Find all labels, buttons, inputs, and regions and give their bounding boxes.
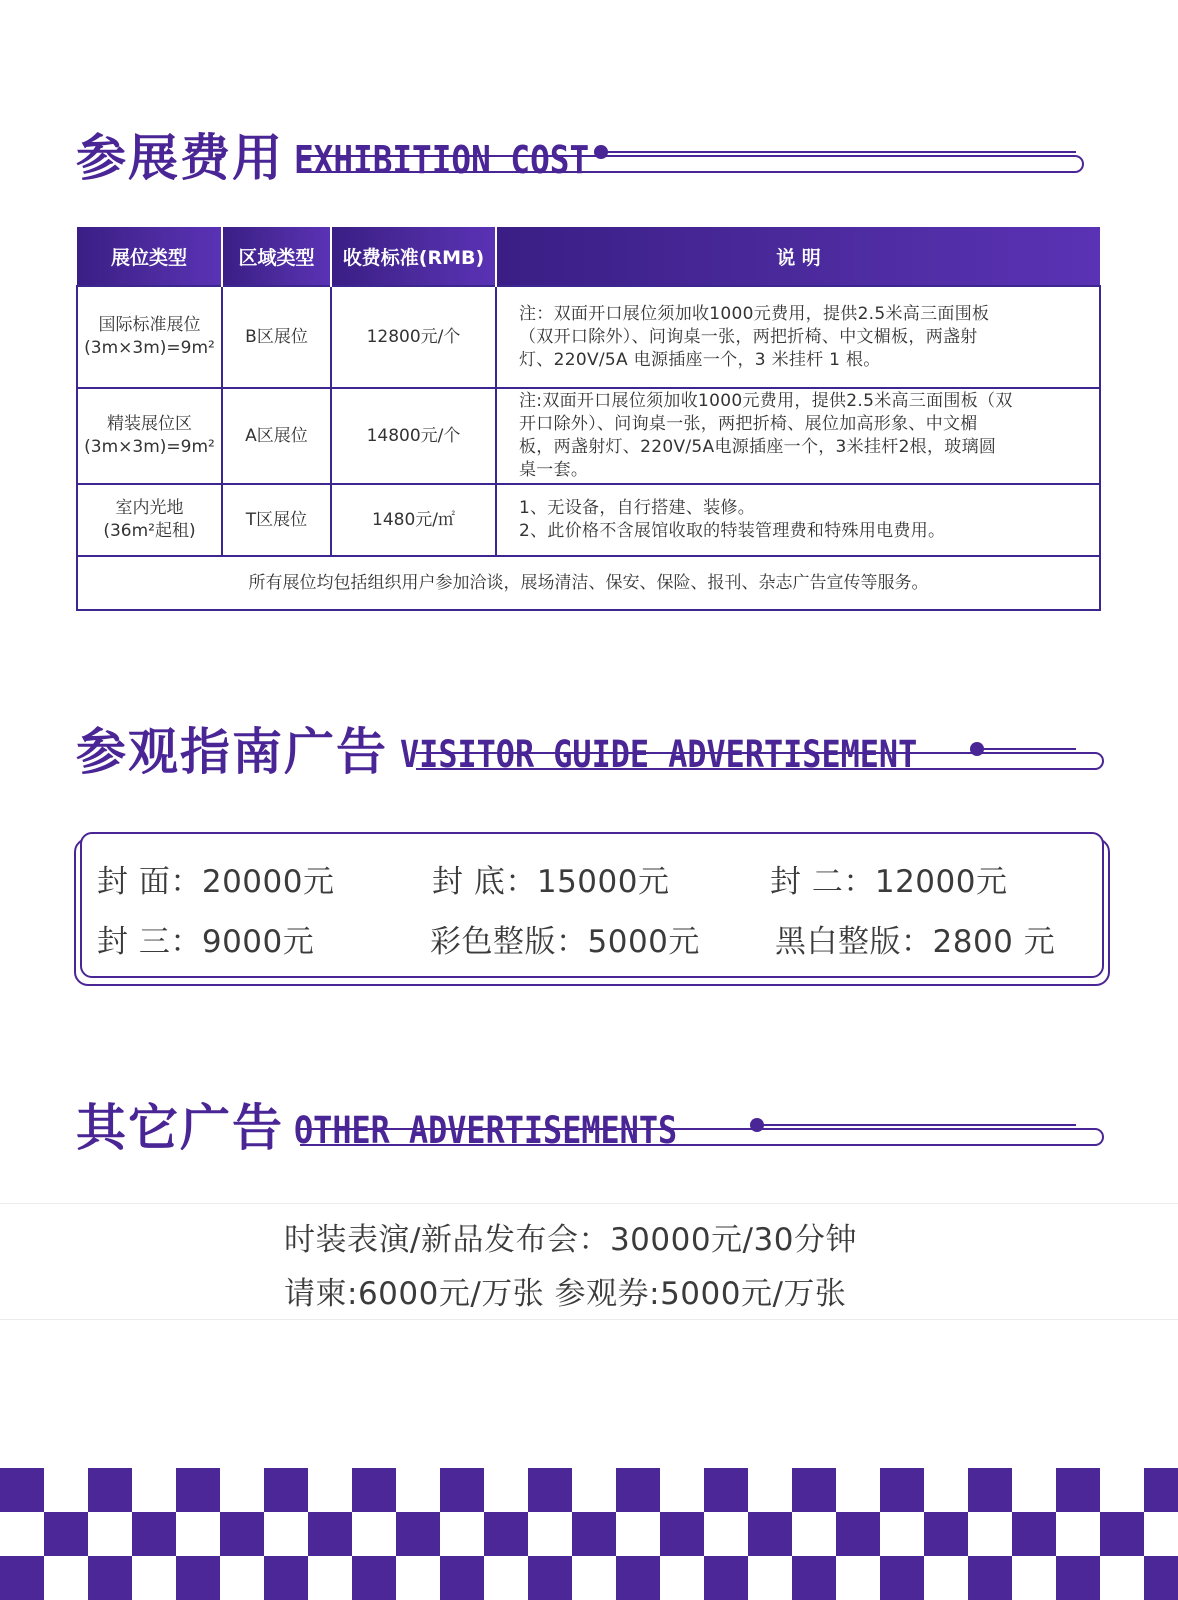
checker-square: [748, 1468, 792, 1512]
checker-square: [836, 1468, 880, 1512]
checker-square: [1056, 1556, 1100, 1600]
checker-square: [748, 1512, 792, 1556]
section-title-other-ads: [76, 1088, 740, 1160]
checker-square: [0, 1468, 44, 1512]
checker-square: [132, 1556, 176, 1600]
section-title-visitor-guide: [76, 712, 1001, 784]
header-description: 说 明: [496, 227, 1100, 286]
checker-square: [968, 1512, 1012, 1556]
checker-square: [352, 1512, 396, 1556]
table-header-row: [77, 227, 1100, 286]
ad-item-front-cover: 封 面：20000元: [97, 864, 335, 900]
checker-square: [528, 1556, 572, 1600]
note-cell: 1、无设备，自行搭建、装修。 2、此价格不含展馆收取的特装管理费和特殊用电费用。: [496, 484, 1100, 556]
other-ad-line-invitation: 请柬:6000元/万张 参观券:5000元/万张: [284, 1276, 847, 1312]
title-divider: [606, 151, 1076, 153]
checker-square: [704, 1556, 748, 1600]
checker-square: [924, 1556, 968, 1600]
checker-square: [352, 1556, 396, 1600]
price-cell: 12800元/个: [331, 286, 496, 388]
checker-square: [836, 1512, 880, 1556]
checker-square: [176, 1468, 220, 1512]
checker-square: [924, 1468, 968, 1512]
other-ad-line-fashion: 时装表演/新品发布会：30000元/30分钟: [284, 1222, 857, 1258]
booth-type-cell: 精装展位区 (3m×3m)=9m²: [77, 388, 222, 484]
checker-square: [1100, 1468, 1144, 1512]
booth-type-cell: 国际标准展位 (3m×3m)=9m²: [77, 286, 222, 388]
checker-square: [1100, 1512, 1144, 1556]
title-cn: 参观指南广告: [76, 723, 388, 781]
title-divider: [982, 748, 1076, 750]
checker-square: [528, 1512, 572, 1556]
checker-square: [572, 1468, 616, 1512]
table-footer-row: [77, 556, 1100, 610]
booth-type-cell: 室内光地 (36m²起租): [77, 484, 222, 556]
checker-square: [748, 1556, 792, 1600]
header-zone-type: 区域类型: [222, 227, 331, 286]
checker-square: [1144, 1468, 1178, 1512]
table-footer-note: 所有展位均包括组织用户参加洽谈，展场清洁、保安、保险、报刊、杂志广告宣传等服务。: [77, 556, 1100, 610]
checker-square: [660, 1556, 704, 1600]
checker-square: [0, 1512, 44, 1556]
price-cell: 1480元/㎡: [331, 484, 496, 556]
checker-square: [484, 1468, 528, 1512]
checker-square: [396, 1468, 440, 1512]
checker-square: [132, 1468, 176, 1512]
checker-square: [572, 1556, 616, 1600]
table-row: [77, 388, 1100, 484]
note-cell: 注：双面开口展位须加收1000元费用，提供2.5米高三面围板 （双开口除外）、问询桌一张，两把折椅、中文楣板，两盏射 灯、220V/5A 电源插座一个，3 米挂杆 1 根。: [496, 286, 1100, 388]
title-divider: [762, 1124, 1076, 1126]
title-bracket-line: [416, 752, 1104, 770]
checker-square: [0, 1556, 44, 1600]
checker-square: [880, 1556, 924, 1600]
checker-square: [792, 1556, 836, 1600]
checker-square: [1144, 1556, 1178, 1600]
checker-square: [616, 1556, 660, 1600]
header-price: 收费标准(RMB): [331, 227, 496, 286]
checker-square: [792, 1468, 836, 1512]
checker-square: [308, 1556, 352, 1600]
checker-square: [660, 1468, 704, 1512]
checker-square: [220, 1512, 264, 1556]
checker-square: [264, 1468, 308, 1512]
zone-cell: A区展位: [222, 388, 331, 484]
ad-item-color-page: 彩色整版：5000元: [430, 924, 700, 960]
title-en: EXHIBITION COST: [294, 138, 590, 182]
checker-square: [1012, 1468, 1056, 1512]
checker-square: [44, 1556, 88, 1600]
checker-square: [880, 1468, 924, 1512]
title-bracket-line: [300, 1128, 1104, 1146]
checker-square: [1056, 1512, 1100, 1556]
checker-square: [1056, 1468, 1100, 1512]
header-booth-type: 展位类型: [77, 227, 222, 286]
title-en: VISITOR GUIDE ADVERTISEMENT: [400, 733, 918, 776]
checker-square: [484, 1512, 528, 1556]
checker-square: [308, 1468, 352, 1512]
checker-square: [88, 1468, 132, 1512]
checker-square: [440, 1556, 484, 1600]
checker-square: [264, 1556, 308, 1600]
checker-square: [352, 1468, 396, 1512]
checker-square: [924, 1512, 968, 1556]
title-bracket-line: [300, 155, 1084, 173]
checker-square: [44, 1512, 88, 1556]
checker-square: [1144, 1512, 1178, 1556]
ad-item-bw-page: 黑白整版：2800 元: [775, 924, 1056, 960]
table-row: [77, 484, 1100, 556]
checker-square: [220, 1468, 264, 1512]
checker-square: [704, 1512, 748, 1556]
checker-square: [220, 1556, 264, 1600]
checker-square: [836, 1556, 880, 1600]
checker-square: [1100, 1556, 1144, 1600]
checker-square: [44, 1468, 88, 1512]
title-cn: 其它广告: [76, 1099, 284, 1157]
title-cn: 参展费用: [76, 129, 284, 187]
checkered-footer-pattern: [0, 1468, 1178, 1600]
checker-square: [1012, 1512, 1056, 1556]
checker-square: [176, 1556, 220, 1600]
checker-square: [132, 1512, 176, 1556]
checker-square: [616, 1512, 660, 1556]
checker-square: [792, 1512, 836, 1556]
checker-square: [880, 1512, 924, 1556]
title-en: OTHER ADVERTISEMENTS: [294, 1109, 678, 1152]
checker-square: [1012, 1556, 1056, 1600]
section-title-exhibition-cost: [76, 118, 637, 190]
checker-square: [88, 1512, 132, 1556]
checker-square: [396, 1512, 440, 1556]
zone-cell: T区展位: [222, 484, 331, 556]
checker-square: [572, 1512, 616, 1556]
exhibition-cost-table: [76, 227, 1101, 611]
checker-square: [528, 1468, 572, 1512]
checker-square: [484, 1556, 528, 1600]
note-cell: 注:双面开口展位须加收1000元费用，提供2.5米高三面围板（双 开口除外）、问询桌一张，两把折椅、展位加高形象、中文楣 板，两盏射灯、220V/5A电源插座一个，3米挂杆2根，玻璃圆 桌一套。: [496, 388, 1100, 484]
ad-item-inside-back: 封 三：9000元: [97, 924, 315, 960]
checker-square: [660, 1512, 704, 1556]
checker-square: [264, 1512, 308, 1556]
checker-square: [176, 1512, 220, 1556]
checker-square: [440, 1468, 484, 1512]
price-cell: 14800元/个: [331, 388, 496, 484]
checker-square: [616, 1468, 660, 1512]
ad-item-back-cover: 封 底：15000元: [432, 864, 670, 900]
checker-square: [968, 1468, 1012, 1512]
zone-cell: B区展位: [222, 286, 331, 388]
checker-square: [88, 1556, 132, 1600]
checker-square: [704, 1468, 748, 1512]
checker-square: [968, 1556, 1012, 1600]
checker-square: [440, 1512, 484, 1556]
table-row: [77, 286, 1100, 388]
ad-item-inside-front: 封 二：12000元: [770, 864, 1008, 900]
checker-square: [308, 1512, 352, 1556]
checker-square: [396, 1556, 440, 1600]
